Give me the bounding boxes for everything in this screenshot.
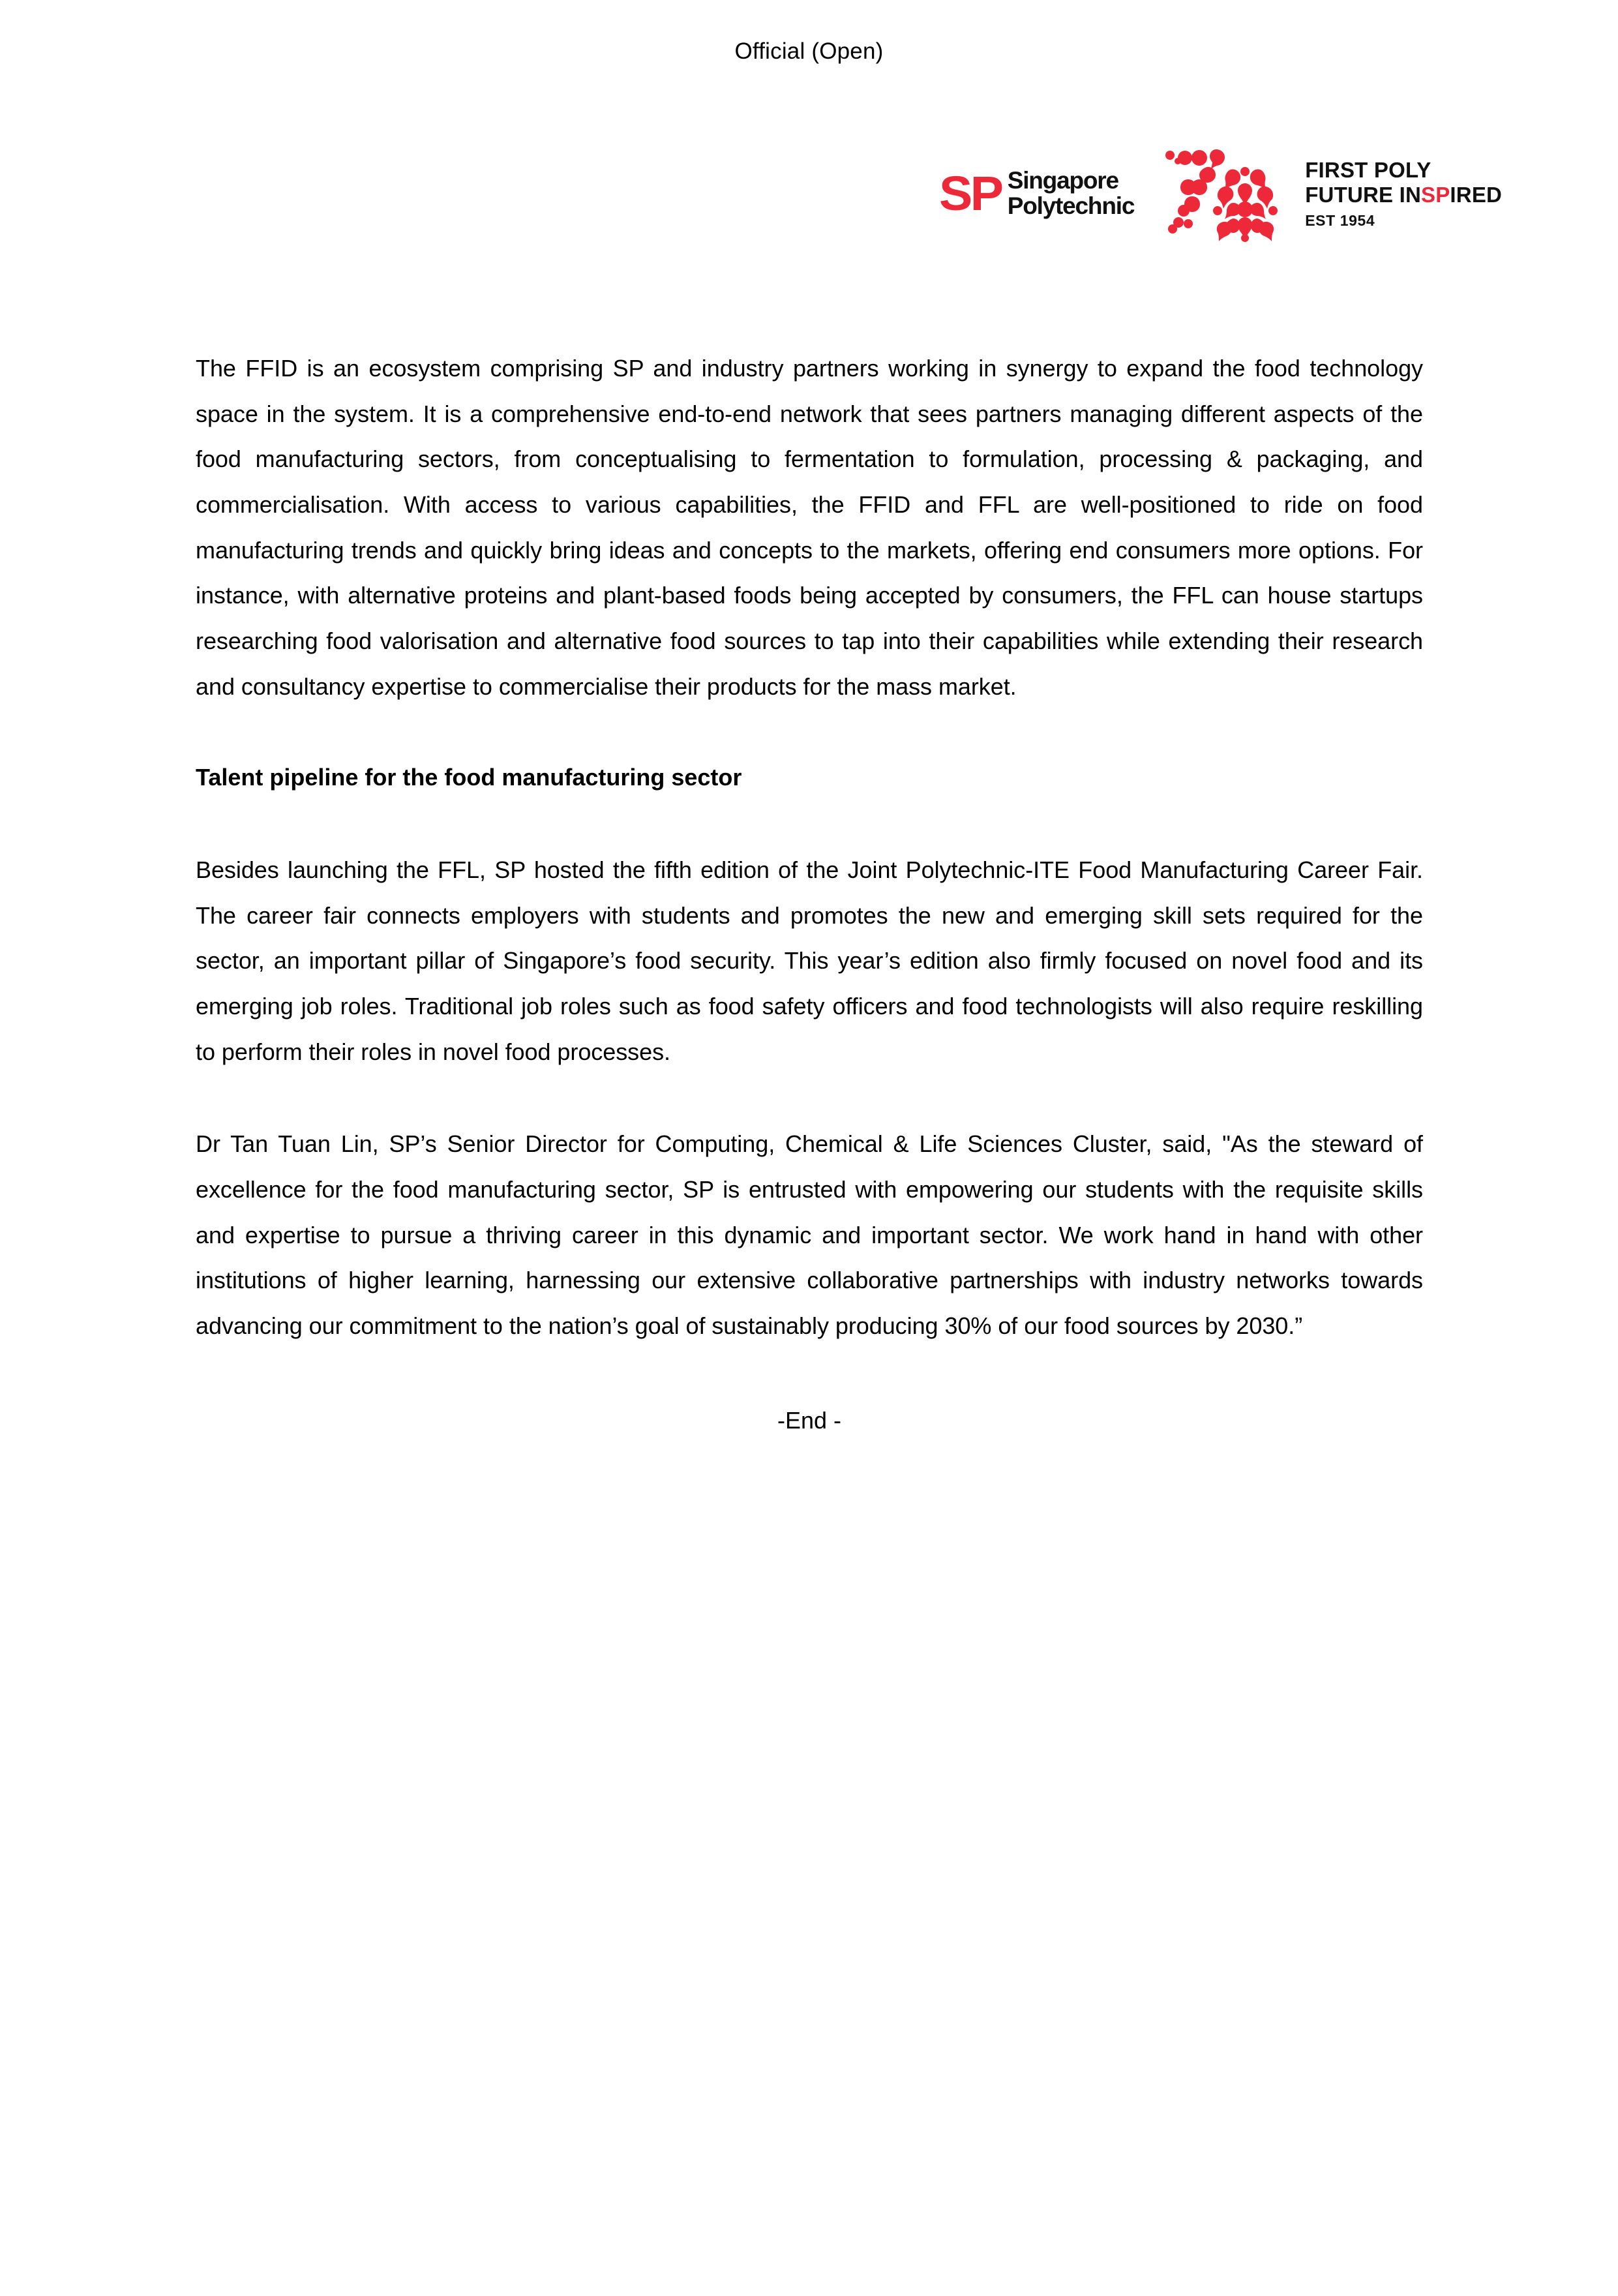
end-marker: -End -: [777, 1407, 842, 1434]
tagline-line-2-post: IRED: [1450, 183, 1503, 207]
sp-wordmark: [939, 168, 1134, 219]
tagline-line-2: [1305, 184, 1502, 205]
paragraph-ffid-ecosystem: The FFID is an ecosystem comprising SP and industry partners working in synergy to expand the food technology space in the system. It is a comprehensive end-to-end network that sees partners managing different aspects of the food manufacturing sectors, from conceptualising to fermentation to formulation, processing & packaging, and commercialisation. With access to various capabilities, the FFID and FFL are well-positioned to ride on food manufacturing trends and quickly bring ideas and concepts to the markets, offering end consumers more options. For instance, with alternative proteins and plant-based foods being accepted by consumers, the FFL can house startups researching food valorisation and alternative food sources to tap into their capabilities while extending their research and consultancy expertise to commercialise their products for the mass market.: [196, 355, 1423, 700]
spacer: [196, 1074, 1423, 1121]
sp-monogram-icon: SP: [939, 166, 1002, 220]
paragraph-career-fair: Besides launching the FFL, SP hosted the fifth edition of the Joint Polytechnic-ITE Food Manufacturing Career Fair. The career fair connects employers with students and promotes the new and emerging skill sets required for the sector, an important pillar of Singapore’s food security. This year’s edition also firmly focused on novel food and its emerging job roles. Traditional job roles such as food safety officers and food technologists will also require reskilling to perform their roles in novel food processes.: [196, 856, 1423, 1065]
tagline-line-2-pre: FUTURE IN: [1305, 183, 1421, 207]
spacer: [196, 1348, 1423, 1398]
document-body: [196, 346, 1423, 1443]
sp-org-line-2: Polytechnic: [1007, 192, 1135, 219]
sp-logo-lockup: [939, 145, 1503, 243]
tagline-established-year: EST 1954: [1305, 212, 1375, 229]
spacer: [196, 709, 1423, 755]
tagline-line-1: FIRST POLY: [1305, 158, 1431, 182]
tagline-line-2-accent: SP: [1421, 183, 1450, 207]
seventy-anniversary-icon: [1159, 145, 1288, 242]
paragraph-quote-dr-tan: Dr Tan Tuan Lin, SP’s Senior Director for Computing, Chemical & Life Sciences Cluster, said, "As the steward of excellence for the food manufacturing sector, SP is entrusted with empowering our students with the requisite skills and expertise to pursue a thriving career in this dynamic and important sector. We work hand in hand with other institutions of higher learning, harnessing our extensive collaborative partnerships with industry networks towards advancing our commitment to the nation’s goal of sustainably producing 30% of our food sources by 2030.”: [196, 1130, 1423, 1339]
anniversary-tagline: [1305, 159, 1502, 228]
sp-organisation-name: [1008, 168, 1134, 219]
classification-header: Official (Open): [734, 38, 884, 64]
spacer: [196, 800, 1423, 847]
section-heading-talent-pipeline: Talent pipeline for the food manufacturing sector: [196, 764, 742, 791]
sp-org-line-1: Singapore: [1007, 167, 1118, 194]
